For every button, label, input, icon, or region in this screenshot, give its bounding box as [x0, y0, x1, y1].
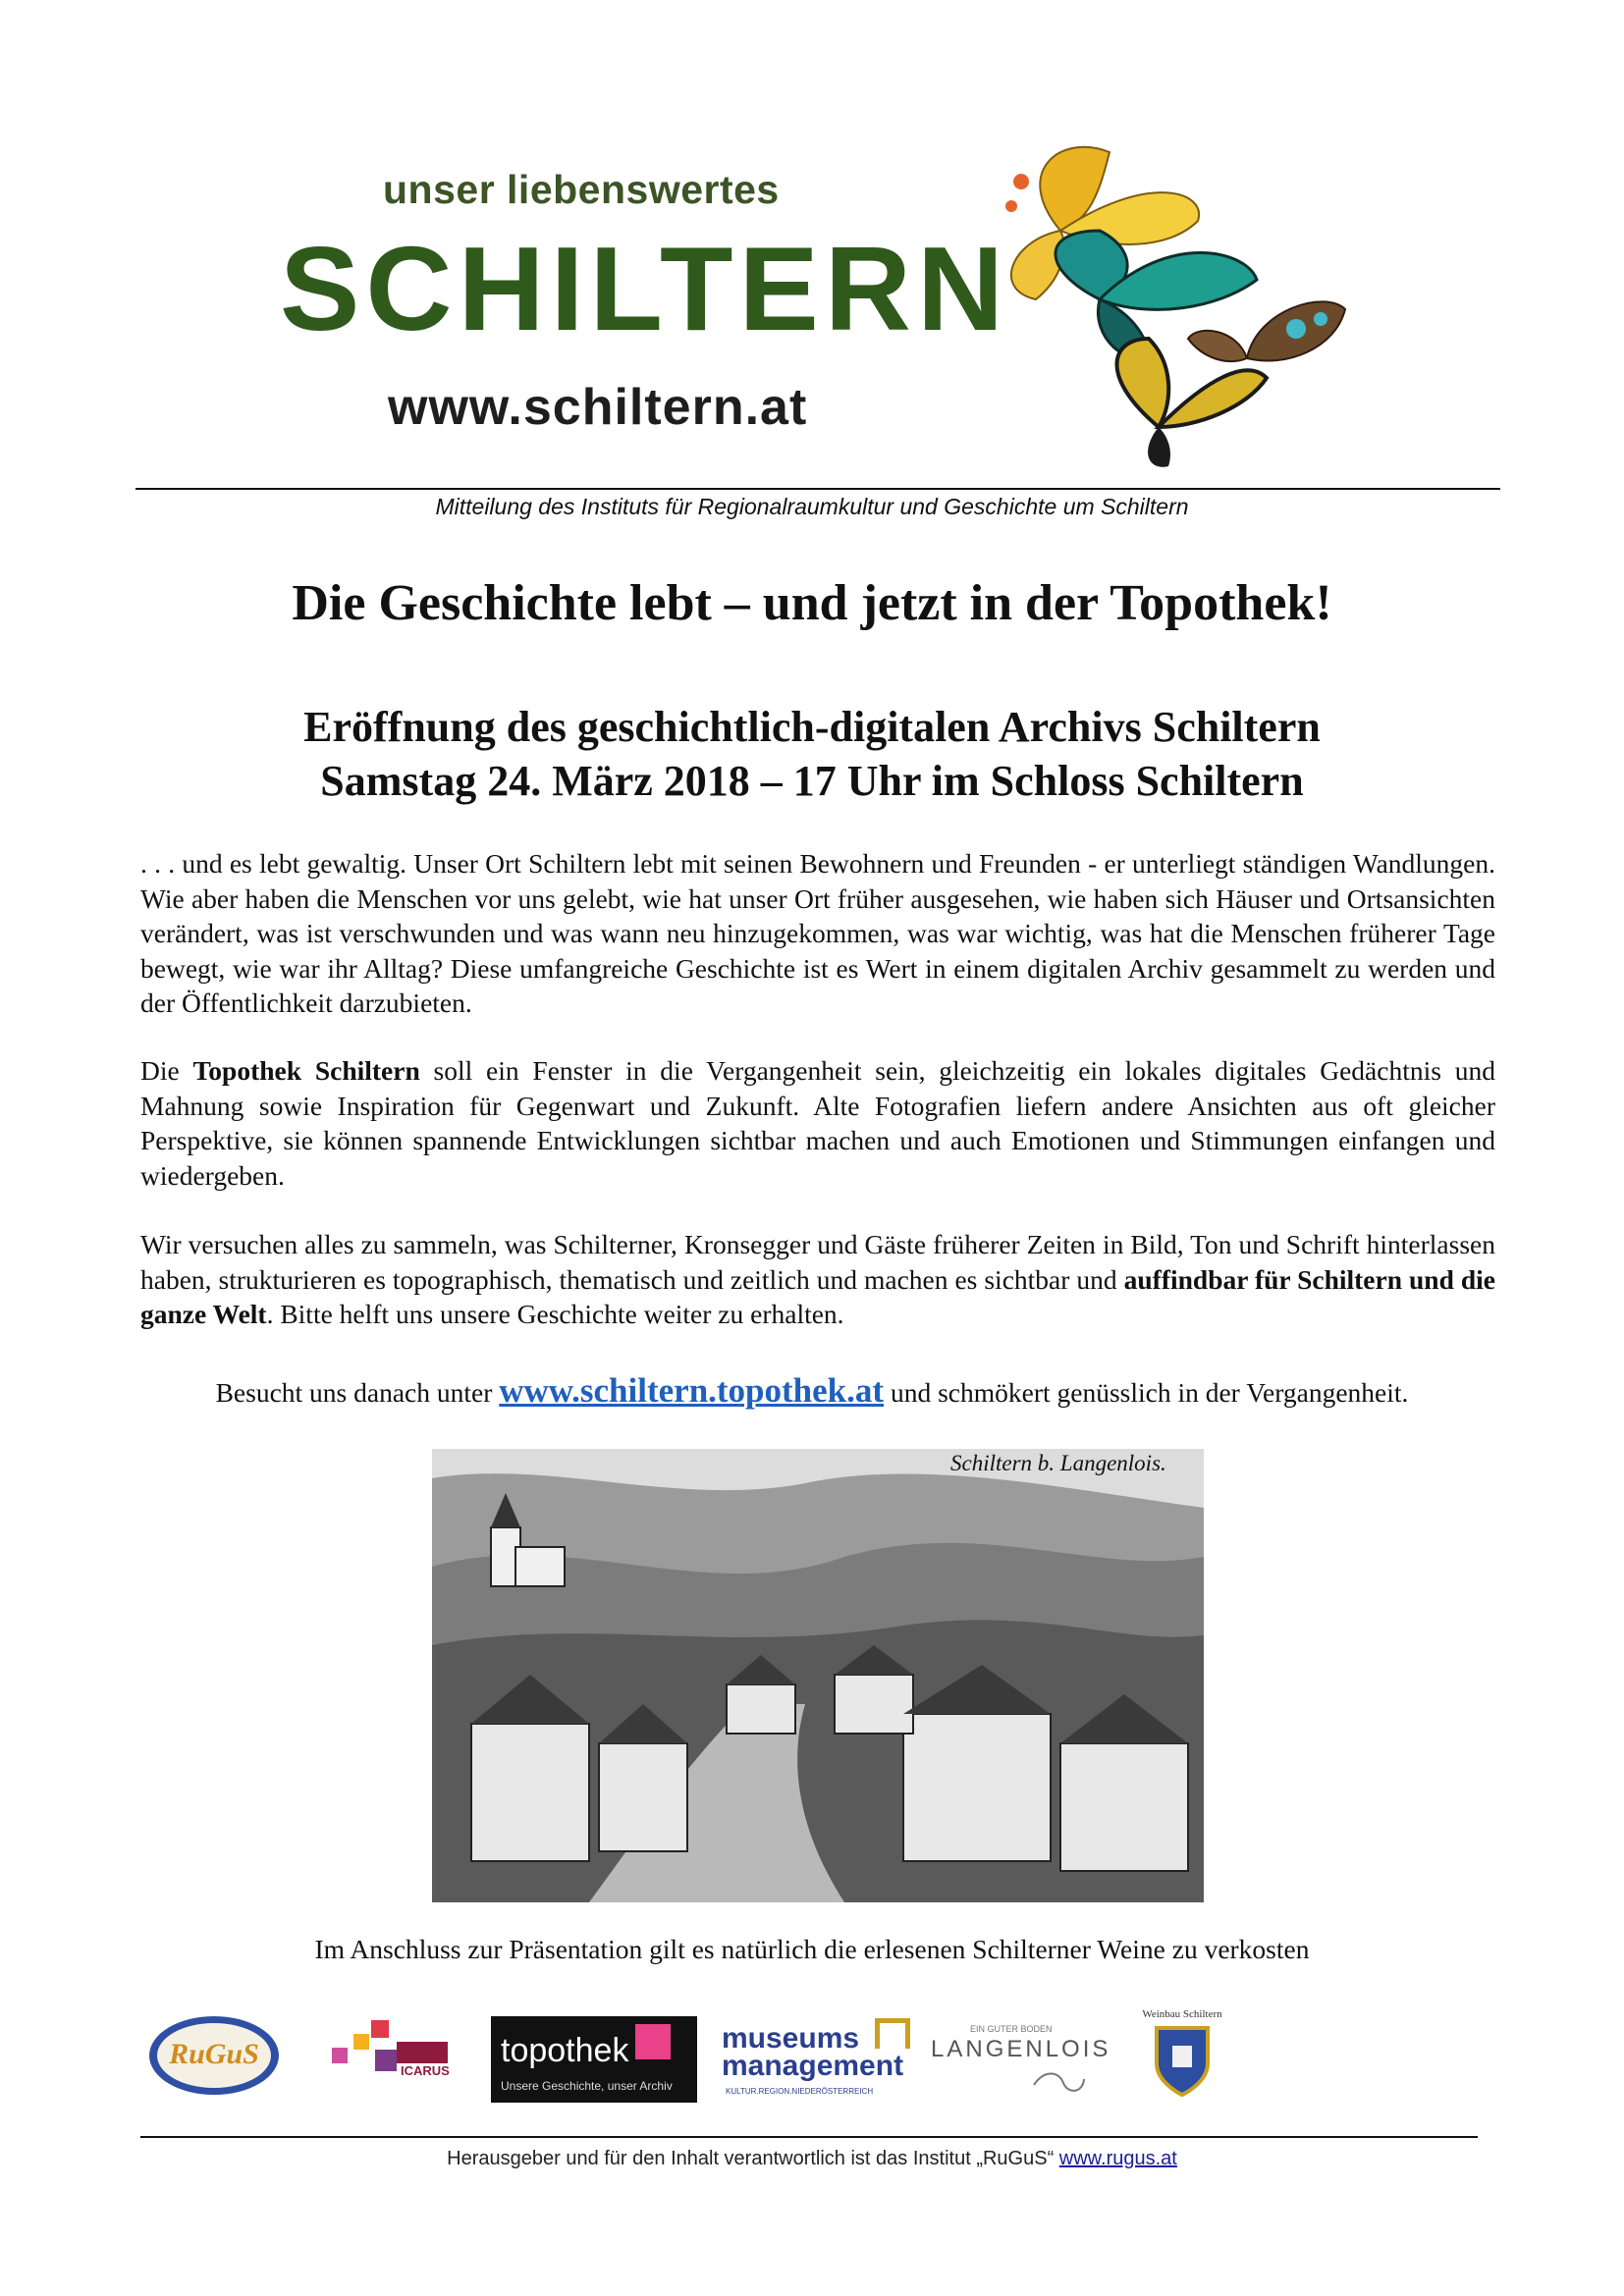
p3-text-start: Wir versuchen alles zu sammeln, was Schilterner, Kronsegger und Gäste früherer Zeiten in Bild, Ton und Schrift hinterlassen haben, strukturieren es topographisch, thematisch und zeitlich und machen es sichtbar und	[140, 1229, 1495, 1295]
topothek-tagline: Unsere Geschichte, unser Archiv	[501, 2079, 673, 2093]
closing-line: Im Anschluss zur Präsentation gilt es natürlich die erlesenen Schilterner Weine zu verkosten	[314, 1934, 1310, 1964]
top-divider	[135, 488, 1500, 490]
p3-text-end: . Bitte helft uns unsere Geschichte weiter zu erhalten.	[266, 1299, 844, 1329]
logo-url: www.schiltern.at	[388, 379, 808, 436]
langenlois-swirl-icon	[1029, 2065, 1088, 2099]
museums-management-logo	[722, 2018, 908, 2107]
paragraph-intro: . . . und es lebt gewaltig. Unser Ort Schiltern lebt mit seinen Bewohnern und Freunden - er unterliegt ständigen Wandlungen. Wie aber haben die Menschen vor uns gelebt, wie hat unser Ort früher ausgesehen, wie haben sich Häuser und Ortsansichten verändert, was ist verschwunden und was wann neu hinzugekommen, was war wichtig, was hat die Menschen früherer Tage bewegt, wie war ihr Alltag? Diese umfangreiche Geschichte ist es Wert in einem digitalen Archiv gesammelt zu werden und der Öffentlichkeit darzubieten.	[140, 848, 1495, 1018]
logo-title: SCHILTERN	[280, 222, 1010, 355]
brown-butterfly-icon	[1188, 301, 1345, 361]
p3-bold: auffindbar für Schiltern und die ganze Welt	[140, 1263, 1495, 1329]
rugus-label: RuGuS	[169, 2038, 259, 2070]
rugus-link[interactable]: www.rugus.at	[1058, 2148, 1177, 2169]
paragraph-collection	[140, 1227, 1495, 1332]
coat-of-arms-icon	[1149, 2024, 1216, 2099]
header-logo	[265, 113, 1375, 486]
logo-tagline: unser liebenswertes	[383, 167, 780, 212]
icarus-label: ICARUS	[401, 2063, 450, 2078]
museums-subline: KULTUR.REGION.NIEDERÖSTERREICH	[726, 2087, 874, 2096]
postcard-caption: Schiltern b. Langenlois.	[950, 1451, 1166, 1475]
historic-postcard-image	[432, 1449, 1204, 1902]
visit-text-start: Besucht uns danach unter	[215, 1377, 500, 1408]
p2-text-start: Die	[140, 1055, 193, 1086]
rugus-logo	[145, 2012, 283, 2099]
topothek-link[interactable]: www.schiltern.topothek.at	[499, 1371, 885, 1410]
butterflies-illustration	[952, 113, 1365, 476]
icarus-logo	[332, 2020, 448, 2085]
institute-line: Mitteilung des Instituts für Regionalraumkultur und Geschichte um Schiltern	[435, 494, 1189, 519]
event-date: Samstag 24. März 2018 – 17 Uhr im Schloss Schiltern	[320, 757, 1304, 805]
topothek-logo	[491, 2016, 697, 2103]
p2-text-end: soll ein Fenster in die Vergangenheit sein, gleichzeitig ein lokales digitales Gedächtnis und Mahnung sowie Inspiration für Gegenwart und Zukunft. Alte Fotografien liefern andere Ansichten aus oft gleicher Perspektive, sie können spannende Entwicklungen sichtbar machen und auch Emotionen und Stimmungen einfangen und wiedergeben.	[140, 1055, 1495, 1191]
museums-frame-icon	[875, 2018, 910, 2049]
page-title: Die Geschichte lebt – und jetzt in der Topothek!	[292, 575, 1332, 631]
museums-label: museums	[722, 2022, 860, 2055]
management-label: management	[722, 2050, 904, 2082]
event-title: Eröffnung des geschichtlich-digitalen Archivs Schiltern	[303, 703, 1321, 751]
visit-line	[0, 1371, 1624, 1411]
topothek-mark-icon	[635, 2024, 671, 2059]
langenlois-top: EIN GUTER BODEN	[970, 2024, 1053, 2034]
weinbau-schiltern-logo	[1127, 2008, 1237, 2105]
bottom-divider	[140, 2136, 1478, 2138]
weinbau-label: Weinbau Schiltern	[1142, 2008, 1222, 2020]
visit-text-end: und schmökert genüsslich in der Vergangenheit.	[884, 1377, 1409, 1408]
topothek-label: topothek	[501, 2032, 629, 2069]
paragraph-topothek	[140, 1053, 1495, 1193]
langenlois-logo	[931, 2022, 1110, 2101]
p2-bold: Topothek Schiltern	[192, 1055, 420, 1086]
footer-text: Herausgeber und für den Inhalt verantwortlich ist das Institut „RuGuS“	[447, 2148, 1059, 2169]
footer	[0, 2148, 1624, 2170]
langenlois-label: LANGENLOIS	[931, 2036, 1111, 2062]
